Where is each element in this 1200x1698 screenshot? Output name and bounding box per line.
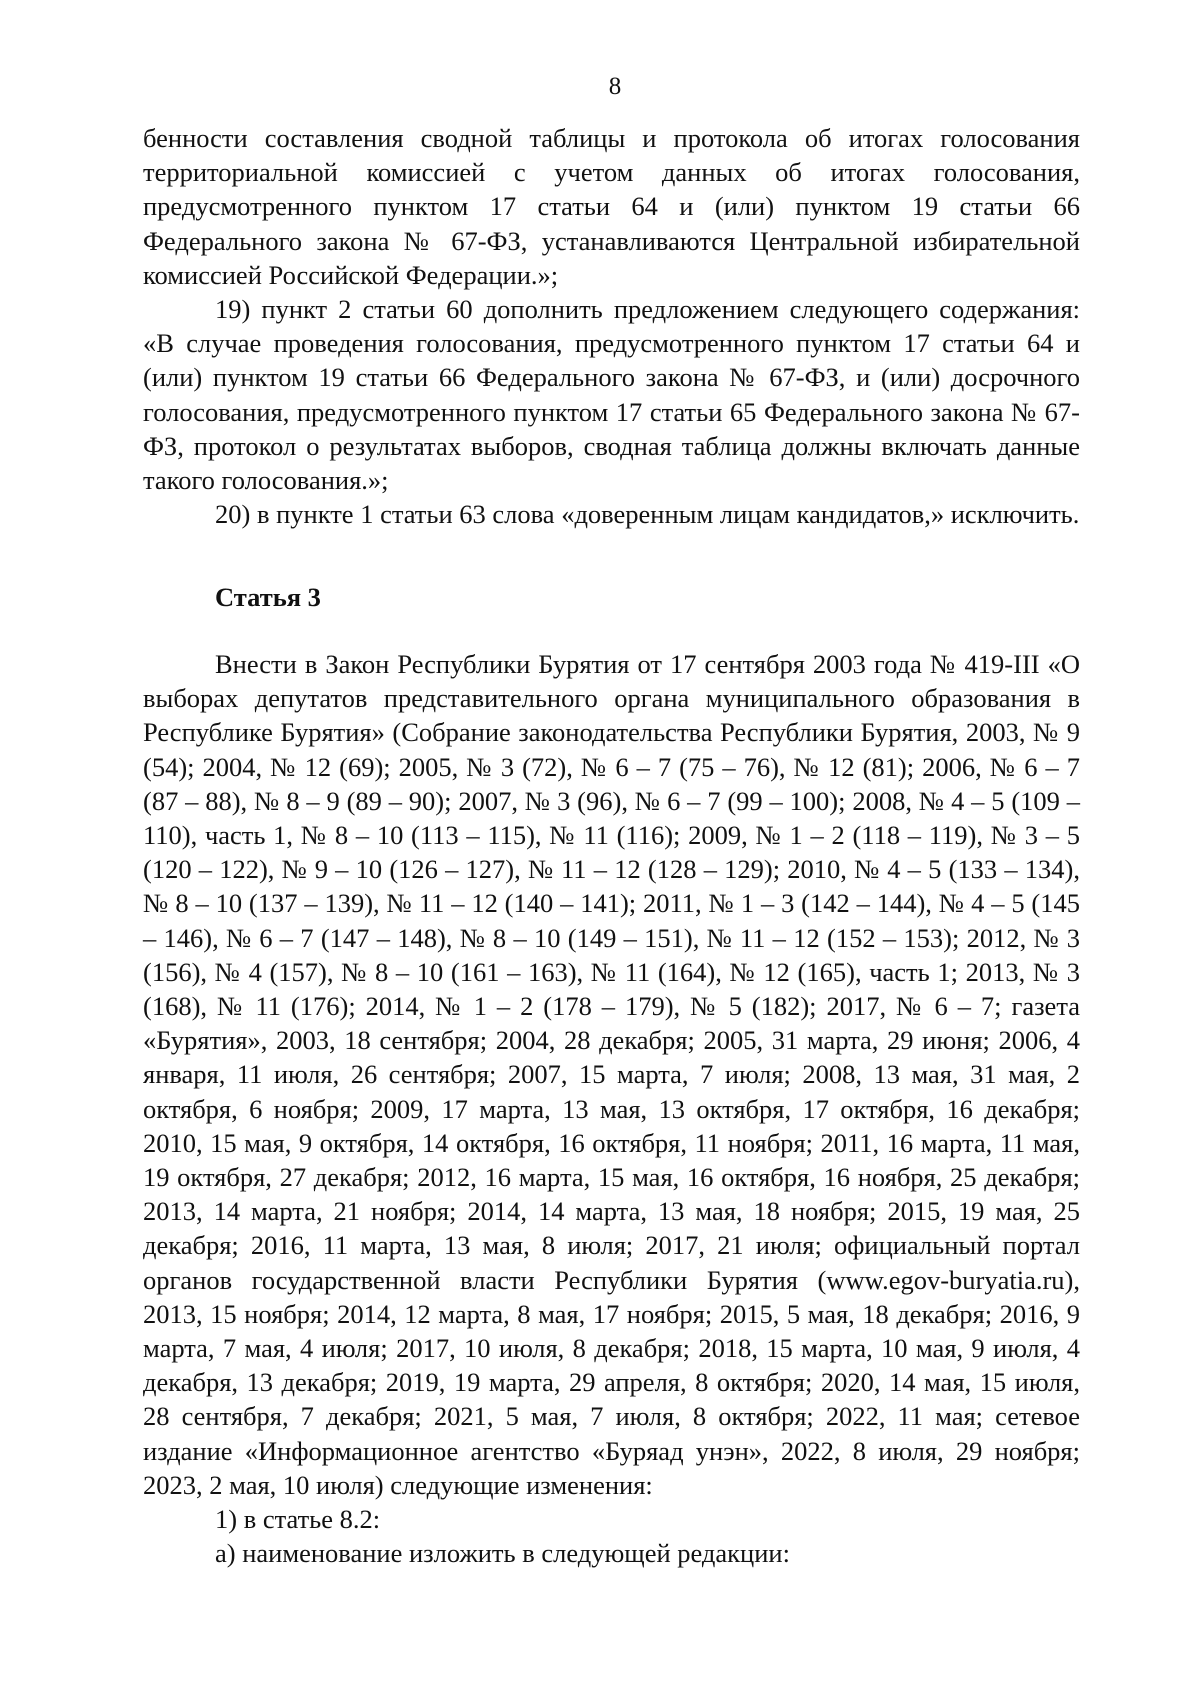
paragraph-law-amendment: Внести в Закон Республики Бурятия от 17 сентября 2003 года № 419-III «О выборах депутатов представительного органа муниципального образования в Республике Бурятия» (Собрание законодательства Республики Бурятия, 2003, № 9 (54); 2004, № 12 (69); 2005, № 3 (72), № 6 – 7 (75 – 76), № 12 (81); 2006, № 6 – 7 (87 – 88), № 8 – 9 (89 – 90); 2007, № 3 (96), № 6 – 7 (99 – 100); 2008, № 4 – 5 (109 – 110), часть 1, № 8 – 10 (113 – 115), № 11 (116); 2009, № 1 – 2 (118 – 119), № 3 – 5 (120 – 122), № 9 – 10 (126 – 127), № 11 – 12 (128 – 129); 2010, № 4 – 5 (133 – 134), № 8 – 10 (137 – 139), № 11 – 12 (140 – 141); 2011, № 1 – 3 (142 – 144), № 4 – 5 (145 – 146), № 6 – 7 (147 – 148), № 8 – 10 (149 – 151), № 11 – 12 (152 – 153); 2012, № 3 (156), № 4 (157), № 8 – 10 (161 – 163), № 11 (164), № 12 (165), часть 1; 2013, № 3 (168), № 11 (176); 2014, № 1 – 2 (178 – 179), № 5 (182); 2017, № 6 – 7; газета «Бурятия», 2003, 18 сентября; 2004, 28 декабря; 2005, 31 марта, 29 июня; 2006, 4 января, 11 июля, 26 сентября; 2007, 15 марта, 7 июля; 2008, 13 мая, 31 мая, 2 октября, 6 ноября; 2009, 17 марта, 13 мая, 13 октября, 17 октября, 16 декабря; 2010, 15 мая, 9 октября, 14 октября, 16 октября, 11 ноября; 2011, 16 марта, 11 мая, 19 октября, 27 декабря; 2012, 16 марта, 15 мая, 16 октября, 16 ноября, 25 декабря; 2013, 14 марта, 21 ноября; 2014, 14 марта, 13 мая, 18 ноября; 2015, 19 мая, 25 декабря; 2016, 11 марта, 13 мая, 8 июля; 2017, 21 июля; официальный портал органов государственной власти Республики Бурятия (www.egov-buryatia.ru), 2013, 15 ноября; 2014, 12 марта, 8 мая, 17 ноября; 2015, 5 мая, 18 декабря; 2016, 9 марта, 7 мая, 4 июля; 2017, 10 июля, 8 декабря; 2018, 15 марта, 10 мая, 9 июля, 4 декабря, 13 декабря; 2019, 19 марта, 29 апреля, 8 октября; 2020, 14 мая, 15 июля, 28 сентября, 7 декабря; 2021, 5 мая, 7 июля, 8 октября; 2022, 11 мая; сетевое издание «Информационное агентство «Буряад унэн», 2022, 8 июля, 29 ноября; 2023, 2 мая, 10 июля) следующие изменения:: [143, 649, 1080, 1500]
paragraph-subitem-a: а) наименование изложить в следующей редакции:: [215, 1538, 790, 1569]
article-text-block: [143, 647, 1080, 1570]
top-text-block: [143, 121, 1080, 531]
article-heading: Статья 3: [215, 582, 321, 612]
paragraph-item-19: 19) пункт 2 статьи 60 дополнить предложением следующего содержания: «В случае проведения голосования, предусмотренного пунктом 17 статьи 64 и (или) пунктом 19 статьи 66 Федерального закона № 67-ФЗ, и (или) досрочного голосования, предусмотренного пунктом 17 статьи 65 Федерального закона № 67-ФЗ, протокол о результатах выборов, сводная таблица должны включать данные такого голосования.»;: [143, 294, 1080, 496]
paragraph-item-1: 1) в статье 8.2:: [215, 1504, 381, 1535]
paragraph-item-20: 20) в пункте 1 статьи 63 слова «доверенным лицам кандидатов,» исключить.: [215, 499, 1080, 530]
paragraph-continuation: бенности составления сводной таблицы и протокола об итогах голосования территориальной комиссией с учетом данных об итогах голосования, предусмотренного пунктом 17 статьи 64 и (или) пунктом 19 статьи 66 Федерального закона № 67-ФЗ, устанавливаются Центральной избирательной комиссией Российской Федерации.»;: [143, 123, 1080, 290]
page-number: 8: [608, 73, 622, 100]
